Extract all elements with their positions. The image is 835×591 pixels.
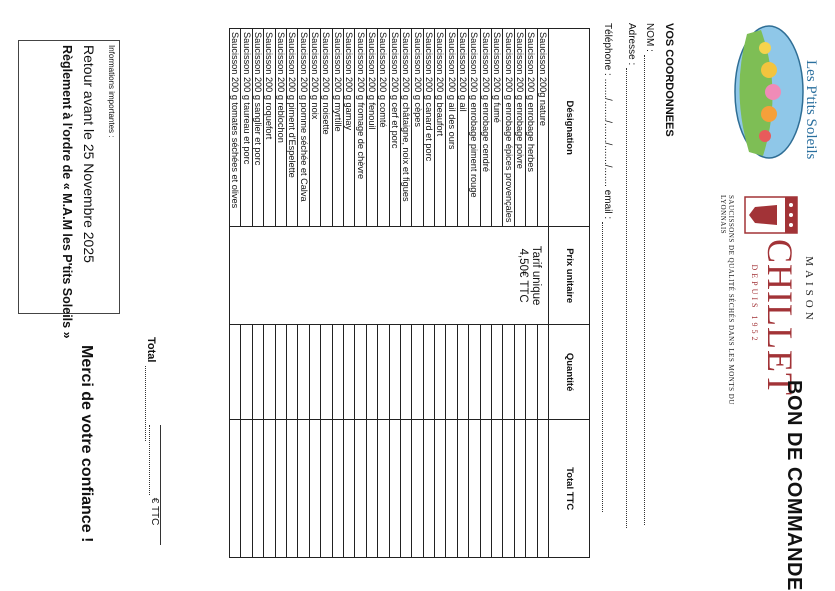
total-cell[interactable] bbox=[435, 420, 446, 558]
total-cell[interactable] bbox=[264, 420, 275, 558]
quantity-cell[interactable] bbox=[412, 324, 423, 419]
info-box bbox=[18, 40, 120, 339]
col-quantite: Quantité bbox=[549, 324, 590, 419]
product-name: Saucisson 200 g fromage de chèvre bbox=[355, 29, 366, 227]
total-cell[interactable] bbox=[275, 420, 286, 558]
product-name: Saucisson 200 g noisette bbox=[321, 29, 332, 227]
quantity-cell[interactable] bbox=[526, 324, 537, 419]
product-name: Saucisson 200 g ail bbox=[457, 29, 468, 227]
total-cell[interactable] bbox=[514, 420, 525, 558]
product-name: Saucisson 200 g noix bbox=[309, 29, 320, 227]
quantity-cell[interactable] bbox=[469, 324, 480, 419]
email-label: email : bbox=[602, 189, 613, 220]
total-cell[interactable] bbox=[503, 420, 514, 558]
col-total-ttc: Total TTC bbox=[549, 420, 590, 558]
quantity-cell[interactable] bbox=[298, 324, 309, 419]
brand-since: DEPUIS 1952 bbox=[750, 264, 759, 344]
total-cell[interactable] bbox=[343, 420, 354, 558]
quantity-cell[interactable] bbox=[435, 324, 446, 419]
ptits-soleils-logo bbox=[731, 20, 823, 170]
product-name: Saucisson 200 g canard et porc bbox=[423, 29, 434, 227]
brand-name: CHILLET bbox=[760, 239, 800, 396]
total-cell[interactable] bbox=[321, 420, 332, 558]
product-name: Saucisson 200 g reblochon bbox=[275, 29, 286, 227]
thanks-message: Merci de votre confiance ! bbox=[78, 345, 95, 543]
info-title: Informations importantes : bbox=[107, 45, 116, 138]
quantity-cell[interactable] bbox=[400, 324, 411, 419]
tarif-price: 4,50€ TTC bbox=[517, 248, 529, 303]
quantity-cell[interactable] bbox=[446, 324, 457, 419]
product-name: Saucisson 200 g cèpes bbox=[412, 29, 423, 227]
total-cell[interactable] bbox=[287, 420, 298, 558]
logo-text: Les P'tits Soleils bbox=[803, 60, 819, 160]
total-cell[interactable] bbox=[480, 420, 491, 558]
tarif-label: Tarif unique bbox=[530, 245, 542, 306]
total-cell[interactable] bbox=[378, 420, 389, 558]
quantity-cell[interactable] bbox=[241, 324, 252, 419]
unit-price-cell bbox=[230, 227, 549, 324]
quantity-cell[interactable] bbox=[480, 324, 491, 419]
quantity-cell[interactable] bbox=[537, 324, 548, 419]
total-cell[interactable] bbox=[355, 420, 366, 558]
product-name: Saucisson 200 g piment d'Espelette bbox=[287, 29, 298, 227]
total-cell[interactable] bbox=[446, 420, 457, 558]
product-name: Saucisson 200 g enrobage piment rouge bbox=[469, 29, 480, 227]
crest-icon bbox=[739, 195, 799, 235]
page-title: BON DE COMMANDE bbox=[783, 380, 805, 591]
product-name: Saucisson 200 g enrobage poivre bbox=[514, 29, 525, 227]
total-cell[interactable] bbox=[526, 420, 537, 558]
chillet-logo bbox=[695, 195, 815, 405]
quantity-cell[interactable] bbox=[503, 324, 514, 419]
quantity-cell[interactable] bbox=[264, 324, 275, 419]
col-designation: Désignation bbox=[549, 29, 590, 227]
total-cell[interactable] bbox=[423, 420, 434, 558]
total-cell[interactable] bbox=[366, 420, 377, 558]
total-cell[interactable] bbox=[389, 420, 400, 558]
coords-title: VOS COORDONNEES bbox=[663, 23, 675, 137]
quantity-cell[interactable] bbox=[252, 324, 263, 419]
quantity-cell[interactable] bbox=[343, 324, 354, 419]
table-row bbox=[537, 29, 548, 558]
total-cell[interactable] bbox=[469, 420, 480, 558]
product-name: Saucisson 200 g taureau et porc bbox=[241, 29, 252, 227]
product-name: Saucisson 200 g roquefort bbox=[264, 29, 275, 227]
quantity-cell[interactable] bbox=[457, 324, 468, 419]
brand-tagline: SAUCISSONS DE QUALITÉ SÉCHÉS DANS LES MONTS DU LYONNAIS bbox=[719, 195, 735, 405]
nom-field[interactable] bbox=[644, 23, 655, 525]
quantity-cell[interactable] bbox=[514, 324, 525, 419]
total-cell[interactable] bbox=[332, 420, 343, 558]
telephone-label: Téléphone : ......./......./......./......./....... bbox=[602, 23, 613, 187]
quantity-cell[interactable] bbox=[287, 324, 298, 419]
adresse-field[interactable] bbox=[626, 23, 637, 528]
product-name: Saucisson 200 g comté bbox=[378, 29, 389, 227]
quantity-cell[interactable] bbox=[492, 324, 503, 419]
quantity-cell[interactable] bbox=[366, 324, 377, 419]
col-prix-unitaire: Prix unitaire bbox=[549, 227, 590, 324]
quantity-cell[interactable] bbox=[389, 324, 400, 419]
product-name: Saucisson 200 g beaufort bbox=[435, 29, 446, 227]
product-name: Saucisson 200 g châtaigne, noix et figues bbox=[400, 29, 411, 227]
contact-field[interactable] bbox=[602, 23, 613, 512]
quantity-cell[interactable] bbox=[378, 324, 389, 419]
product-name: Saucisson 200 g pomme séchée et Calva bbox=[298, 29, 309, 227]
product-name: Saucisson 200 g enrobage cendré bbox=[480, 29, 491, 227]
total-cell[interactable] bbox=[309, 420, 320, 558]
quantity-cell[interactable] bbox=[423, 324, 434, 419]
adresse-label: Adresse : bbox=[626, 23, 637, 66]
total-cell[interactable] bbox=[492, 420, 503, 558]
product-name: Saucisson 200 g enrobage épices provençales bbox=[503, 29, 514, 227]
quantity-cell[interactable] bbox=[321, 324, 332, 419]
product-name: Saucisson 200 g ail des ours bbox=[446, 29, 457, 227]
product-name: Saucisson 200 g fenouil bbox=[366, 29, 377, 227]
total-cell[interactable] bbox=[241, 420, 252, 558]
return-deadline: Retour avant le 25 Novembre 2025 bbox=[81, 45, 97, 263]
order-table bbox=[229, 28, 590, 558]
total-cell[interactable] bbox=[230, 420, 241, 558]
product-name: Saucisson 200 g enrobage herbes bbox=[526, 29, 537, 227]
product-name: Saucisson 200 g sanglier et porc bbox=[252, 29, 263, 227]
product-name: Saucisson 200g nature bbox=[537, 29, 548, 227]
table-header-row bbox=[549, 29, 590, 558]
product-name: Saucisson 200 g fumé bbox=[492, 29, 503, 227]
total-label: Total bbox=[145, 337, 157, 363]
total-cell[interactable] bbox=[298, 420, 309, 558]
product-name: Saucisson 200 g tomates séchées et olives bbox=[230, 29, 241, 227]
total-cell[interactable] bbox=[412, 420, 423, 558]
total-cell[interactable] bbox=[400, 420, 411, 558]
quantity-cell[interactable] bbox=[230, 324, 241, 419]
product-name: Saucisson 200 g gamay bbox=[343, 29, 354, 227]
total-cell[interactable] bbox=[457, 420, 468, 558]
product-name: Saucisson 200 g myrtille bbox=[332, 29, 343, 227]
product-name: Saucisson 200 g cerf et porc bbox=[389, 29, 400, 227]
quantity-cell[interactable] bbox=[309, 324, 320, 419]
maison-label: MAISON bbox=[803, 256, 815, 324]
total-amount-field[interactable] bbox=[144, 425, 161, 545]
nom-label: NOM : bbox=[644, 23, 655, 52]
quantity-cell[interactable] bbox=[355, 324, 366, 419]
quantity-cell[interactable] bbox=[332, 324, 343, 419]
payment-info: Règlement à l'ordre de « M.A.M les P'tits Soleils » bbox=[60, 45, 74, 339]
total-cell[interactable] bbox=[252, 420, 263, 558]
total-cell[interactable] bbox=[537, 420, 548, 558]
total-suffix: € TTC bbox=[149, 497, 160, 526]
quantity-cell[interactable] bbox=[275, 324, 286, 419]
